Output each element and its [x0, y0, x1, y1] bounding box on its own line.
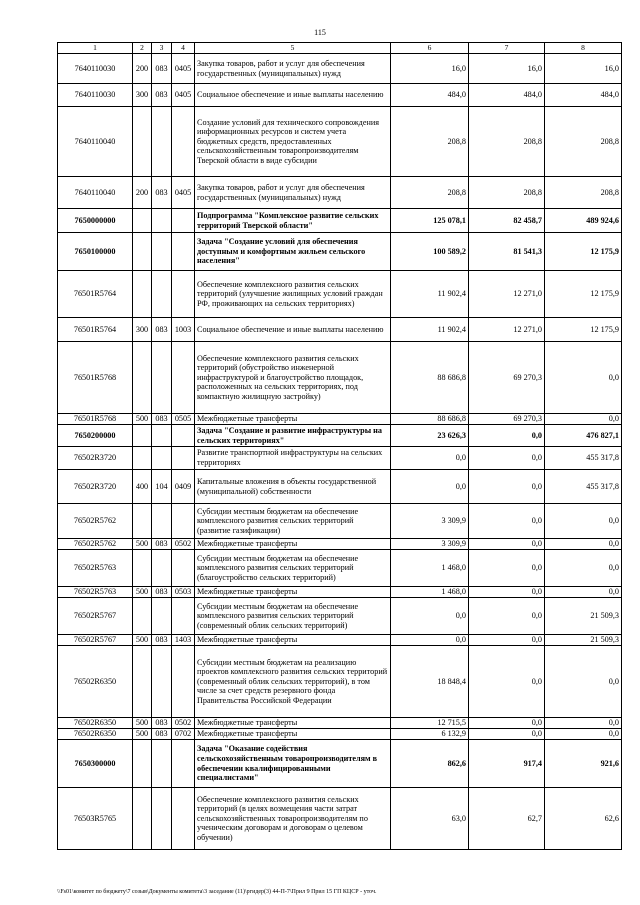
cell-value-6: 16,0 [391, 54, 469, 84]
cell-col4 [172, 209, 195, 233]
table-row [58, 271, 622, 318]
cell-col4: 0409 [172, 470, 195, 504]
cell-value-6: 1 468,0 [391, 550, 469, 587]
cell-value-8: 12 175,9 [545, 318, 622, 342]
cell-value-8: 0,0 [545, 646, 622, 718]
cell-code: 7650100000 [58, 233, 133, 271]
cell-col2 [133, 447, 152, 470]
cell-code: 76502R6350 [58, 729, 133, 740]
page-number: 115 [314, 28, 326, 37]
cell-value-6: 12 715,5 [391, 718, 469, 729]
column-header: 5 [195, 43, 391, 54]
cell-name: Межбюджетные трансферты [195, 729, 391, 740]
cell-name: Капитальные вложения в объекты государственной (муниципальной) собственности [195, 470, 391, 504]
cell-col4 [172, 646, 195, 718]
cell-col4: 1403 [172, 635, 195, 646]
cell-col4 [172, 740, 195, 788]
cell-value-8: 0,0 [545, 550, 622, 587]
cell-value-7: 917,4 [469, 740, 545, 788]
cell-value-7: 12 271,0 [469, 271, 545, 318]
table-row [58, 177, 622, 209]
cell-col2 [133, 425, 152, 447]
cell-value-6: 0,0 [391, 470, 469, 504]
cell-value-8: 0,0 [545, 718, 622, 729]
cell-code: 76501R5764 [58, 318, 133, 342]
cell-code: 7640110040 [58, 107, 133, 177]
cell-value-7: 484,0 [469, 84, 545, 107]
cell-col2 [133, 233, 152, 271]
cell-col4: 1003 [172, 318, 195, 342]
cell-col3: 083 [152, 414, 172, 425]
cell-col4: 0405 [172, 54, 195, 84]
cell-col2: 200 [133, 177, 152, 209]
cell-value-8: 12 175,9 [545, 233, 622, 271]
table-row [58, 470, 622, 504]
table-row [58, 414, 622, 425]
cell-col2: 500 [133, 414, 152, 425]
column-header: 6 [391, 43, 469, 54]
cell-col2: 200 [133, 54, 152, 84]
cell-value-7: 0,0 [469, 447, 545, 470]
cell-value-7: 69 270,3 [469, 342, 545, 414]
cell-col3 [152, 233, 172, 271]
cell-value-8: 0,0 [545, 587, 622, 598]
cell-value-6: 3 309,9 [391, 504, 469, 539]
cell-value-6: 862,6 [391, 740, 469, 788]
cell-code: 7640110030 [58, 54, 133, 84]
table-row [58, 598, 622, 635]
cell-name: Создание условий для технического сопровождения информационных ресурсов и систем учета бюджетных средств, предоставленных сельскохозяйственным товаропроизводителям Тверской области в виде субсидии [195, 107, 391, 177]
cell-name: Обеспечение комплексного развития сельских территорий (улучшение жилищных условий граждан РФ, проживающих на сельских территориях) [195, 271, 391, 318]
cell-value-7: 0,0 [469, 729, 545, 740]
table-row [58, 729, 622, 740]
cell-value-8: 0,0 [545, 504, 622, 539]
cell-name: Задача "Оказание содействия сельскохозяйственным товаропроизводителям в обеспечении квалифицированными специалистами" [195, 740, 391, 788]
cell-name: Закупка товаров, работ и услуг для обеспечения государственных (муниципальных) нужд [195, 54, 391, 84]
cell-value-6: 100 589,2 [391, 233, 469, 271]
cell-col4: 0503 [172, 587, 195, 598]
cell-col2 [133, 342, 152, 414]
cell-code: 76502R3720 [58, 447, 133, 470]
cell-name: Межбюджетные трансферты [195, 718, 391, 729]
cell-value-6: 0,0 [391, 635, 469, 646]
column-header: 7 [469, 43, 545, 54]
cell-col2 [133, 788, 152, 850]
cell-col3 [152, 425, 172, 447]
cell-value-6: 88 686,8 [391, 342, 469, 414]
cell-code: 76501R5768 [58, 414, 133, 425]
cell-col2: 500 [133, 587, 152, 598]
cell-value-8: 208,8 [545, 177, 622, 209]
file-path-footer: \\Fs01\комитет по бюджету\7 созыв\Документы комитета\3 заседание (11)\ргидер(3) 44-П-7\Прил 9 Прил 15 ГП КЦСР - уточ. [57, 889, 377, 895]
cell-col4 [172, 271, 195, 318]
cell-col3: 083 [152, 718, 172, 729]
table-row [58, 342, 622, 414]
cell-col4 [172, 342, 195, 414]
cell-name: Субсидии местным бюджетам на обеспечение комплексного развития сельских территорий (современный облик сельских территорий) [195, 598, 391, 635]
cell-col2 [133, 550, 152, 587]
cell-col2 [133, 209, 152, 233]
table-row [58, 233, 622, 271]
cell-col4: 0502 [172, 539, 195, 550]
cell-value-8: 62,6 [545, 788, 622, 850]
cell-code: 7650200000 [58, 425, 133, 447]
cell-name: Обеспечение комплексного развития сельских территорий (обустройство инженерной инфраструктурой и благоустройство площадок, расположенных на сельских территориях, под компактную жилищную застройку) [195, 342, 391, 414]
cell-value-7: 0,0 [469, 598, 545, 635]
cell-col3 [152, 598, 172, 635]
cell-value-6: 18 848,4 [391, 646, 469, 718]
cell-col4 [172, 598, 195, 635]
cell-col2: 300 [133, 84, 152, 107]
cell-name: Социальное обеспечение и иные выплаты населению [195, 84, 391, 107]
cell-code: 76502R6350 [58, 718, 133, 729]
cell-col3 [152, 504, 172, 539]
cell-code: 76502R5767 [58, 598, 133, 635]
table-row [58, 587, 622, 598]
cell-value-6: 0,0 [391, 598, 469, 635]
cell-col4: 0505 [172, 414, 195, 425]
table-row [58, 425, 622, 447]
cell-value-6: 11 902,4 [391, 318, 469, 342]
cell-value-7: 0,0 [469, 718, 545, 729]
table-row [58, 54, 622, 84]
cell-col3: 104 [152, 470, 172, 504]
cell-value-7: 0,0 [469, 425, 545, 447]
cell-col4 [172, 447, 195, 470]
table-row [58, 318, 622, 342]
cell-value-8: 489 924,6 [545, 209, 622, 233]
cell-value-7: 208,8 [469, 177, 545, 209]
cell-col3 [152, 740, 172, 788]
cell-col3 [152, 447, 172, 470]
cell-value-6: 208,8 [391, 177, 469, 209]
table-row [58, 539, 622, 550]
cell-value-8: 208,8 [545, 107, 622, 177]
cell-code: 76501R5768 [58, 342, 133, 414]
column-header: 4 [172, 43, 195, 54]
cell-code: 76502R6350 [58, 646, 133, 718]
column-header: 2 [133, 43, 152, 54]
cell-col3 [152, 271, 172, 318]
cell-col2 [133, 646, 152, 718]
cell-code: 7640110040 [58, 177, 133, 209]
cell-col2 [133, 598, 152, 635]
cell-value-6: 11 902,4 [391, 271, 469, 318]
cell-name: Социальное обеспечение и иные выплаты населению [195, 318, 391, 342]
cell-value-7: 0,0 [469, 646, 545, 718]
cell-value-7: 0,0 [469, 635, 545, 646]
cell-col3 [152, 550, 172, 587]
cell-value-6: 0,0 [391, 447, 469, 470]
cell-col3 [152, 646, 172, 718]
cell-col4 [172, 233, 195, 271]
cell-col4 [172, 425, 195, 447]
cell-value-8: 16,0 [545, 54, 622, 84]
cell-value-7: 81 541,3 [469, 233, 545, 271]
cell-value-6: 63,0 [391, 788, 469, 850]
cell-col3: 083 [152, 587, 172, 598]
cell-value-8: 12 175,9 [545, 271, 622, 318]
cell-code: 76502R5762 [58, 539, 133, 550]
table-row [58, 788, 622, 850]
cell-value-7: 0,0 [469, 587, 545, 598]
cell-code: 7650300000 [58, 740, 133, 788]
budget-table [57, 42, 622, 850]
cell-value-8: 21 509,3 [545, 598, 622, 635]
cell-name: Развитие транспортной инфраструктуры на сельских территориях [195, 447, 391, 470]
cell-code: 7650000000 [58, 209, 133, 233]
cell-value-8: 0,0 [545, 539, 622, 550]
cell-value-7: 0,0 [469, 504, 545, 539]
cell-col3 [152, 107, 172, 177]
column-header: 3 [152, 43, 172, 54]
cell-value-6: 23 626,3 [391, 425, 469, 447]
cell-value-8: 484,0 [545, 84, 622, 107]
cell-name: Межбюджетные трансферты [195, 587, 391, 598]
cell-col2: 500 [133, 729, 152, 740]
cell-code: 76502R5763 [58, 587, 133, 598]
cell-col3 [152, 209, 172, 233]
cell-value-7: 16,0 [469, 54, 545, 84]
cell-col3: 083 [152, 635, 172, 646]
cell-col2 [133, 107, 152, 177]
cell-col3: 083 [152, 318, 172, 342]
cell-value-6: 1 468,0 [391, 587, 469, 598]
table-row [58, 209, 622, 233]
cell-value-8: 21 509,3 [545, 635, 622, 646]
cell-value-8: 921,6 [545, 740, 622, 788]
cell-code: 76502R3720 [58, 470, 133, 504]
cell-value-6: 88 686,8 [391, 414, 469, 425]
cell-col3 [152, 342, 172, 414]
cell-col2 [133, 740, 152, 788]
cell-name: Задача "Создание условий для обеспечения доступным и комфортным жильем сельского населения" [195, 233, 391, 271]
cell-col2: 500 [133, 635, 152, 646]
cell-col2 [133, 271, 152, 318]
cell-value-6: 125 078,1 [391, 209, 469, 233]
table-row [58, 447, 622, 470]
cell-name: Подпрограмма "Комплексное развитие сельских территорий Тверской области" [195, 209, 391, 233]
column-header: 1 [58, 43, 133, 54]
cell-value-8: 0,0 [545, 342, 622, 414]
cell-name: Задача "Создание и развитие инфраструктуры на сельских территориях" [195, 425, 391, 447]
column-header: 8 [545, 43, 622, 54]
cell-value-7: 208,8 [469, 107, 545, 177]
table-row [58, 107, 622, 177]
cell-code: 76502R5767 [58, 635, 133, 646]
cell-value-6: 208,8 [391, 107, 469, 177]
cell-value-7: 0,0 [469, 470, 545, 504]
cell-col2 [133, 504, 152, 539]
cell-code: 76501R5764 [58, 271, 133, 318]
cell-col3: 083 [152, 177, 172, 209]
cell-col4 [172, 788, 195, 850]
cell-value-8: 455 317,8 [545, 447, 622, 470]
cell-col2: 400 [133, 470, 152, 504]
cell-code: 76502R5763 [58, 550, 133, 587]
table-row [58, 504, 622, 539]
cell-col4 [172, 504, 195, 539]
cell-col4 [172, 107, 195, 177]
table-row [58, 646, 622, 718]
cell-col4: 0405 [172, 84, 195, 107]
cell-col3: 083 [152, 54, 172, 84]
cell-col3: 083 [152, 539, 172, 550]
cell-col3: 083 [152, 84, 172, 107]
cell-name: Субсидии местным бюджетам на обеспечение комплексного развития сельских территорий (развитие газификации) [195, 504, 391, 539]
cell-col3 [152, 788, 172, 850]
table-row [58, 635, 622, 646]
cell-value-8: 455 317,8 [545, 470, 622, 504]
cell-col4: 0702 [172, 729, 195, 740]
cell-name: Субсидии местным бюджетам на обеспечение комплексного развития сельских территорий (благоустройство сельских территорий) [195, 550, 391, 587]
cell-value-8: 0,0 [545, 729, 622, 740]
cell-value-7: 62,7 [469, 788, 545, 850]
cell-code: 7640110030 [58, 84, 133, 107]
cell-name: Межбюджетные трансферты [195, 414, 391, 425]
cell-value-6: 3 309,9 [391, 539, 469, 550]
cell-value-6: 6 132,9 [391, 729, 469, 740]
cell-value-8: 0,0 [545, 414, 622, 425]
cell-name: Субсидии местным бюджетам на реализацию проектов комплексного развития сельских территорий (современный облик сельских территорий), в том числе за счет средств резервного фонда Правительства Российской Федерации [195, 646, 391, 718]
cell-col2: 300 [133, 318, 152, 342]
table-row [58, 550, 622, 587]
cell-name: Закупка товаров, работ и услуг для обеспечения государственных (муниципальных) нужд [195, 177, 391, 209]
cell-value-8: 476 827,1 [545, 425, 622, 447]
cell-name: Межбюджетные трансферты [195, 635, 391, 646]
cell-name: Межбюджетные трансферты [195, 539, 391, 550]
cell-col2: 500 [133, 718, 152, 729]
cell-value-7: 82 458,7 [469, 209, 545, 233]
cell-name: Обеспечение комплексного развития сельских территорий (в целях возмещения части затрат сельскохозяйственных товаропроизводителям по ученическим договорам и договорам о целевом обучении) [195, 788, 391, 850]
cell-col4: 0502 [172, 718, 195, 729]
cell-value-6: 484,0 [391, 84, 469, 107]
cell-col2: 500 [133, 539, 152, 550]
cell-value-7: 0,0 [469, 550, 545, 587]
cell-value-7: 69 270,3 [469, 414, 545, 425]
cell-col3: 083 [152, 729, 172, 740]
cell-code: 76503R5765 [58, 788, 133, 850]
cell-value-7: 0,0 [469, 539, 545, 550]
cell-code: 76502R5762 [58, 504, 133, 539]
cell-value-7: 12 271,0 [469, 318, 545, 342]
table-row [58, 718, 622, 729]
cell-col4 [172, 550, 195, 587]
table-row [58, 84, 622, 107]
header-row [58, 43, 622, 54]
table-row [58, 740, 622, 788]
cell-col4: 0405 [172, 177, 195, 209]
